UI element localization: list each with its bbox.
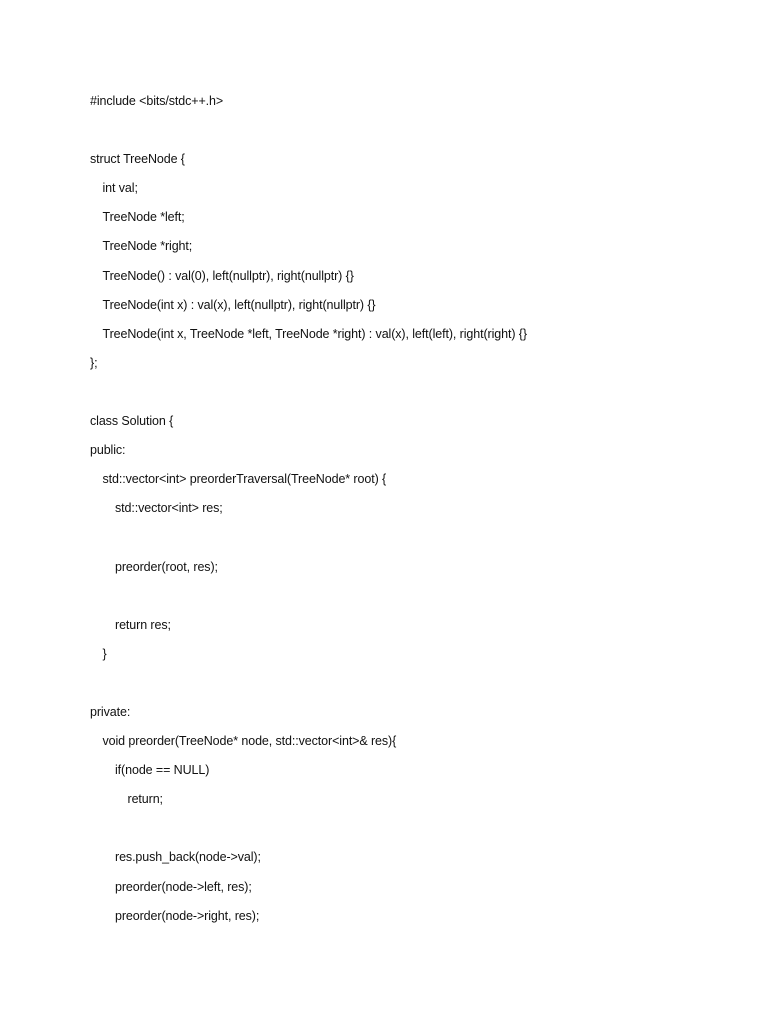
code-line: } — [102, 646, 107, 661]
code-line: TreeNode(int x, TreeNode *left, TreeNode *right) : val(x), left(left), right(right) {} — [102, 326, 527, 341]
code-line: #include <bits/stdc++.h> — [90, 94, 224, 108]
code-line: TreeNode() : val(0), left(nullptr), right(nullptr) {} — [102, 268, 354, 283]
code-line: preorder(node->right, res); — [115, 908, 260, 923]
code-line: preorder(node->left, res); — [115, 879, 252, 894]
code-line: struct TreeNode { — [90, 152, 185, 167]
code-line: res.push_back(node->val); — [115, 850, 261, 865]
code-line: int val; — [102, 181, 138, 196]
code-line: TreeNode *left; — [102, 210, 185, 225]
blank-line — [90, 582, 730, 611]
code-line: if(node == NULL) — [115, 763, 210, 778]
code-text-block — [90, 87, 730, 931]
blank-line — [90, 116, 730, 145]
code-line: preorder(root, res); — [115, 559, 218, 574]
code-line: class Solution { — [90, 414, 174, 429]
blank-line — [90, 378, 730, 407]
code-line: std::vector<int> preorderTraversal(TreeNode* root) { — [102, 472, 387, 487]
blank-line — [90, 814, 730, 843]
code-line: return res; — [115, 617, 171, 632]
code-line: private: — [90, 704, 131, 719]
code-line: return; — [127, 792, 163, 807]
code-line: TreeNode *right; — [102, 239, 193, 254]
code-line: void preorder(TreeNode* node, std::vector<int>& res){ — [102, 734, 397, 749]
code-line: public: — [90, 443, 126, 458]
code-line: std::vector<int> res; — [115, 501, 223, 516]
code-line: }; — [90, 355, 98, 370]
blank-line — [90, 669, 730, 698]
blank-line — [90, 523, 730, 552]
code-line: TreeNode(int x) : val(x), left(nullptr), right(nullptr) {} — [102, 297, 376, 312]
